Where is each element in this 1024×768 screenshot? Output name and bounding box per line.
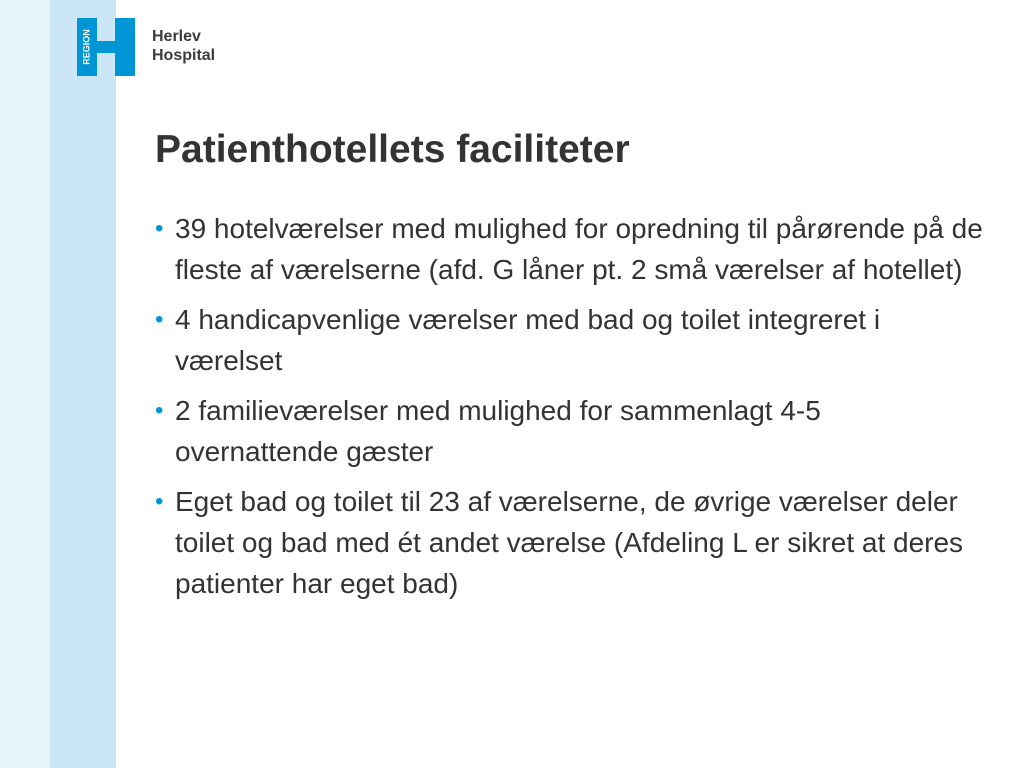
slide-title: Patienthotellets faciliteter xyxy=(155,128,630,171)
bullet-marker: • xyxy=(155,397,164,424)
bullet-marker: • xyxy=(155,215,164,242)
region-h-logo-icon xyxy=(77,18,135,76)
left-decor-stripe-light xyxy=(0,0,50,768)
bullet-item xyxy=(155,481,985,604)
bullet-text: 4 handicapvenlige værelser med bad og toilet integreret i værelset xyxy=(175,304,881,376)
bullet-text: 2 familieværelser med mulighed for sammenlagt 4-5 overnattende gæster xyxy=(175,395,821,467)
bullet-marker: • xyxy=(155,488,164,515)
bullet-marker: • xyxy=(155,306,164,333)
bullet-item xyxy=(155,390,985,472)
bullet-list xyxy=(155,208,985,613)
logo-region-text: REGION xyxy=(81,29,92,65)
bullet-item xyxy=(155,299,985,381)
logo-wordmark xyxy=(152,27,215,65)
bullet-text: 39 hotelværelser med mulighed for opredning til pårørende på de fleste af værelserne (afd. G låner pt. 2 små værelser af hotellet) xyxy=(175,213,983,285)
herlev-hospital-logo xyxy=(77,18,237,78)
bullet-item xyxy=(155,208,985,290)
left-decor-stripe xyxy=(50,0,116,768)
logo-line-hospital: Hospital xyxy=(152,47,216,64)
logo-line-herlev: Herlev xyxy=(152,28,201,45)
bullet-text: Eget bad og toilet til 23 af værelserne, de øvrige værelser deler toilet og bad med ét andet værelse (Afdeling L er sikret at deres patienter har eget bad) xyxy=(175,486,964,599)
